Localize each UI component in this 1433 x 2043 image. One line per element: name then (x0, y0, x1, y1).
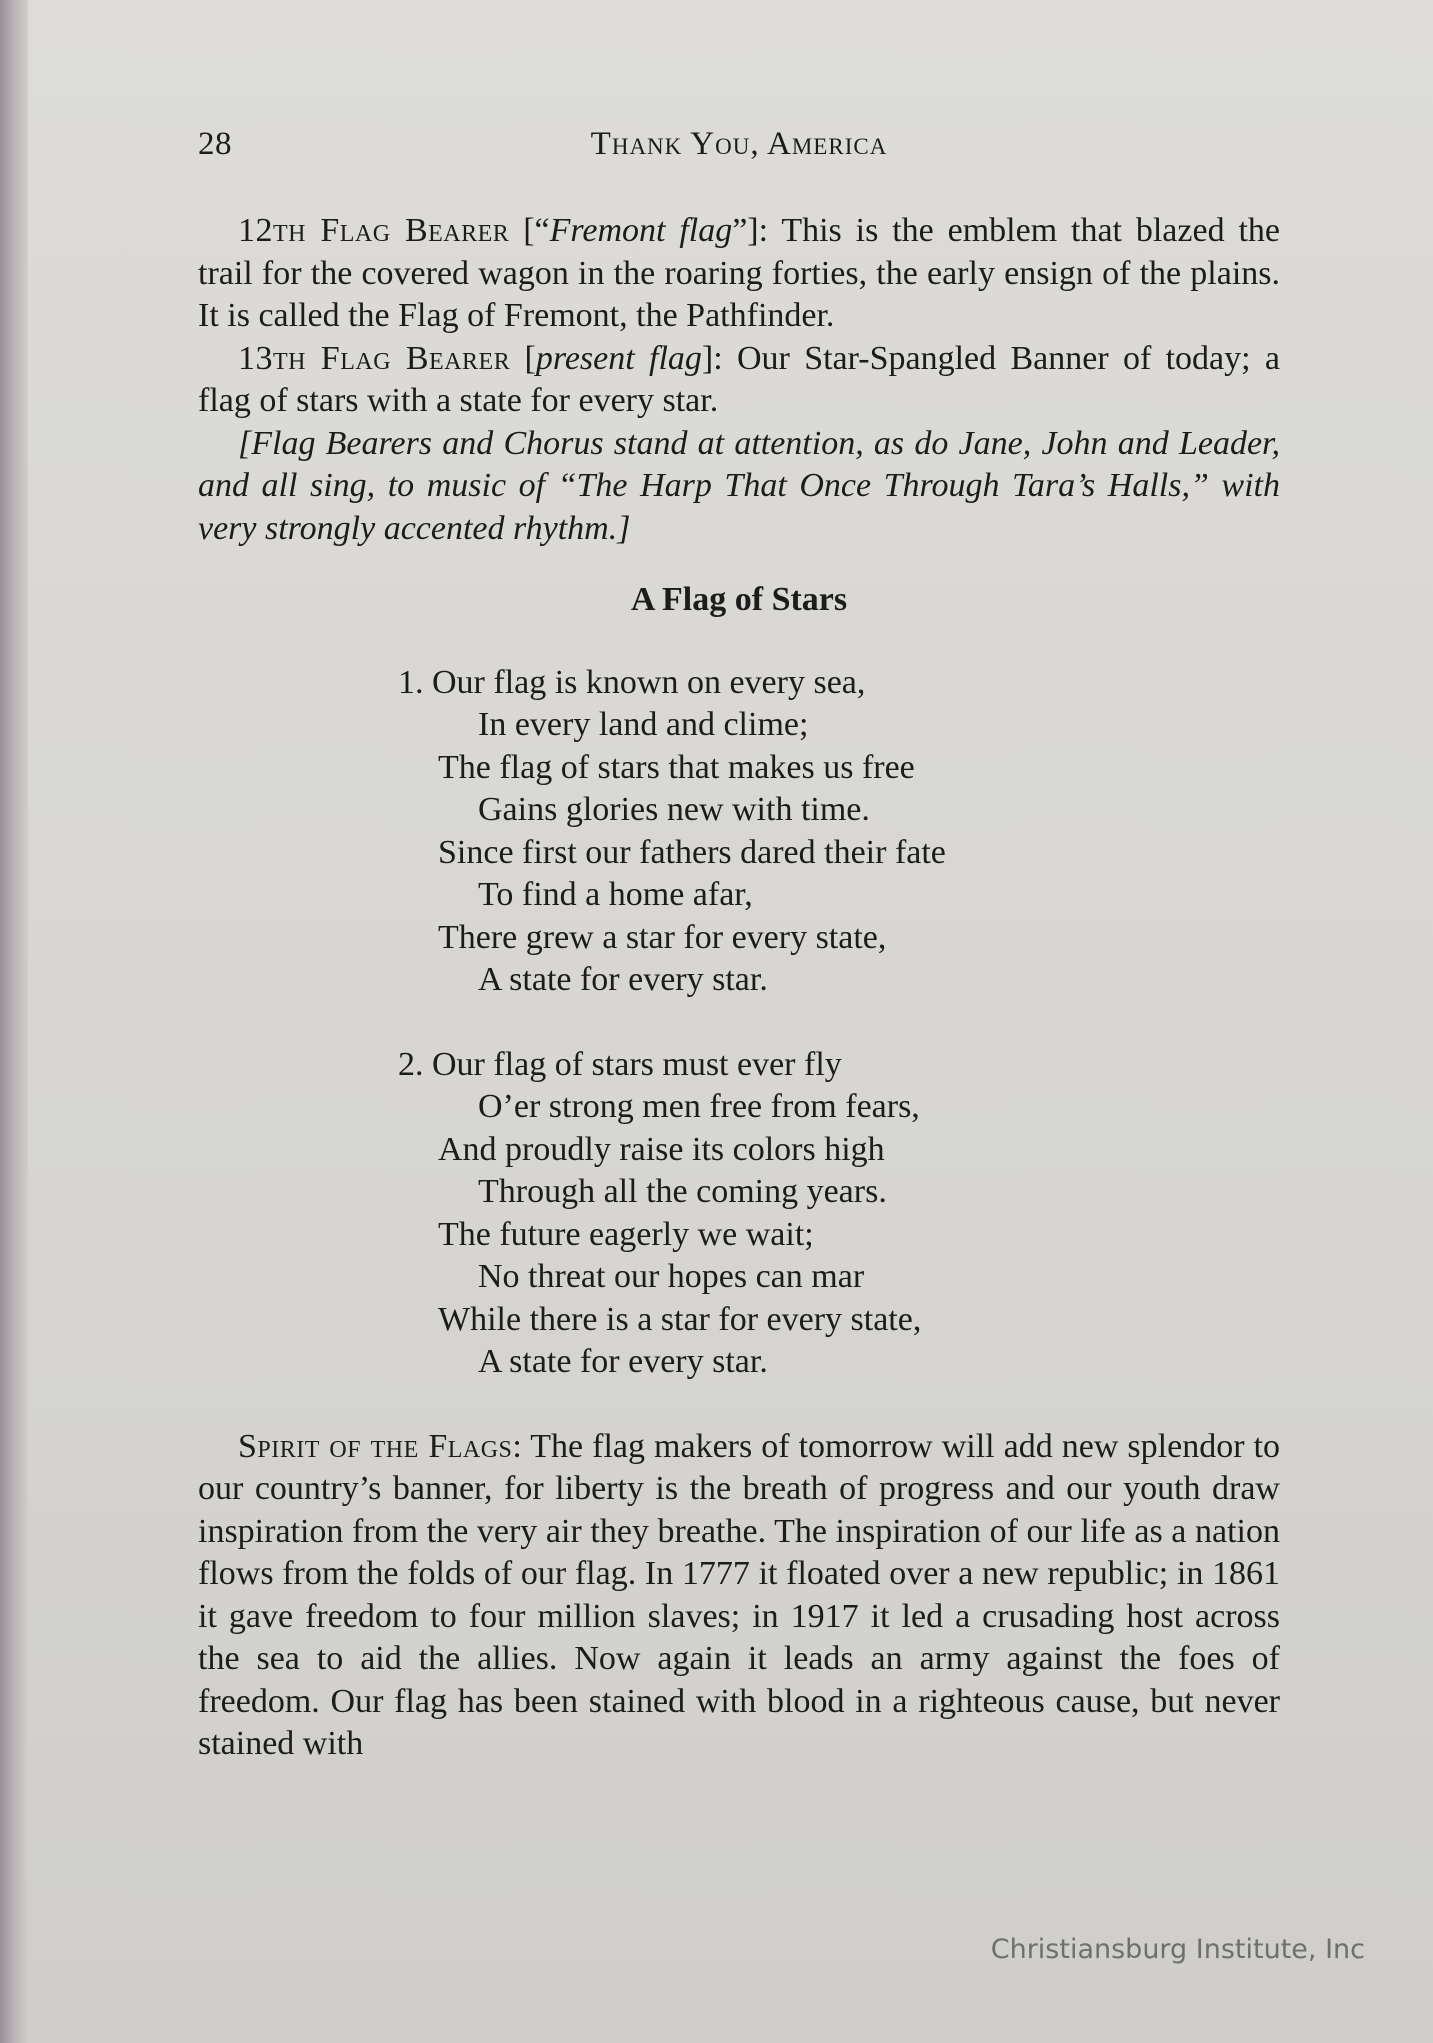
note-close-12th: ”] (732, 212, 759, 249)
running-head: Thank You, America (590, 126, 888, 162)
watermark-text: Christiansburg Institute, Inc (990, 1934, 1365, 1965)
page-number: 28 (198, 126, 232, 162)
paragraph-13th-flag-bearer (198, 338, 1280, 423)
verse-line: The flag of stars that makes us free (438, 748, 915, 786)
verse-line: No threat our hopes can mar (478, 1258, 865, 1295)
verse-line: Through all the coming years. (478, 1173, 887, 1210)
verse-line: O’er strong men free from fears, (478, 1088, 920, 1125)
verse-line: There grew a star for every state, (438, 918, 887, 956)
verse-2 (198, 1044, 1280, 1384)
speaker-label-spirit: Spirit of the Flags (238, 1427, 513, 1465)
speaker-label-13th: 13th Flag Bearer (238, 339, 511, 377)
verse-line: A state for every star. (478, 961, 768, 998)
verse-line: Since first our fathers dared their fate (438, 833, 946, 871)
verse-line: 2. Our flag of stars must ever fly (398, 1045, 842, 1083)
verse-line: The future eagerly we wait; (438, 1215, 814, 1253)
stage-note-12th: Fremont flag (549, 212, 733, 249)
speech-12th: : This is the emblem that blazed the trail for the covered wagon in the roaring forties, the early ensign of the plains. It is called the Flag of Fremont, the Pathfinder. (198, 212, 1280, 334)
stage-direction: [Flag Bearers and Chorus stand at attention, as do Jane, John and Leader, and all sing, to music of “The Harp That Once Through Tara’s Halls,” with very strongly accented rhythm.] (198, 424, 1280, 547)
paragraph-spirit-of-the-flags (198, 1426, 1280, 1766)
verse-line: While there is a star for every state, (438, 1300, 922, 1338)
speaker-label-12th: 12th Flag Bearer (238, 212, 510, 249)
speech-spirit: : The flag makers of tomorrow will add new splendor to our country’s banner, for liberty is the breath of progress and our youth draw inspiration from the very air they breathe. The inspiration of our life as a nation flows from the folds of our flag. In 1777 it floated over a new republic; in 1861 it gave freedom to four million slaves; in 1917 it led a crusading host across the sea to aid the allies. Now again it leads an army against the foes of freedom. Our flag has been stained with blood in a righteous cause, but never stained with (198, 1427, 1280, 1762)
song-title: A Flag of Stars (630, 581, 848, 618)
stage-note-13th: present flag (535, 339, 702, 377)
note-open-12th: [“ (509, 212, 550, 249)
verse-line: In every land and clime; (478, 706, 809, 743)
paragraph-12th-flag-bearer (198, 210, 1280, 338)
verse-line: And proudly raise its colors high (438, 1130, 885, 1168)
note-open-13th: [ (510, 339, 536, 377)
page-body (198, 210, 1280, 1766)
page-header (198, 126, 1280, 172)
verse-line: Gains glories new with time. (478, 791, 870, 828)
note-close-13th: ] (701, 339, 714, 377)
verse-line: 1. Our flag is known on every sea, (398, 663, 866, 701)
page-gutter-shadow (0, 0, 28, 2043)
verse-line: To find a home afar, (478, 876, 753, 913)
verse-1 (198, 662, 1280, 1002)
verse-line: A state for every star. (478, 1343, 768, 1380)
speech-13th: : Our Star-Spangled Banner of today; a flag of stars with a state for every star. (198, 339, 1280, 419)
